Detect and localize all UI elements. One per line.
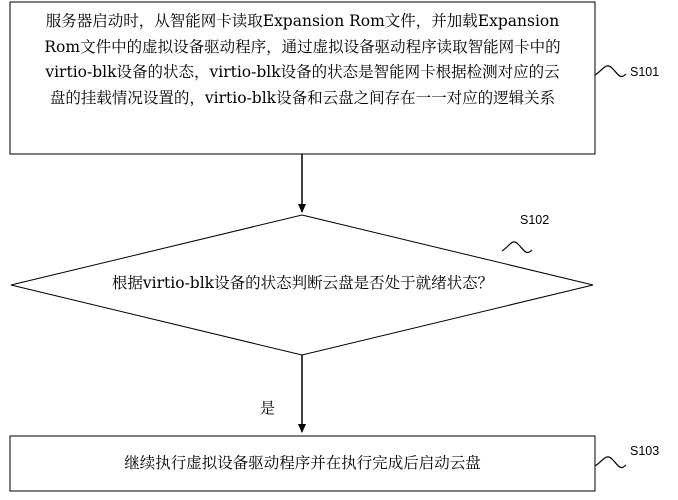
s102-callout-line [502, 242, 532, 253]
s103-step-label: S103 [630, 444, 660, 458]
s102-step-label: S102 [520, 213, 550, 227]
s103-callout-line [595, 457, 626, 468]
s102-step-text: 根据virtio-blk设备的状态判断云盘是否处于就绪状态？ [111, 274, 494, 292]
s101-callout-line [595, 66, 626, 77]
yes-branch-label: 是 [260, 399, 276, 417]
s103-step-text: 继续执行虚拟设备驱动程序并在执行完成后启动云盘 [124, 454, 481, 472]
s101-step-label: S101 [630, 65, 660, 79]
s101-step-text: 服务器启动时，从智能网卡读取Expansion Rom文件，并加载Expansion Rom文件中的虚拟设备驱动程序，通过虚拟设备驱动程序读取智能网卡中的virtio-blk设备的状态，virtio-blk设备的状态是智能网卡根据检测对应的云盘的挂载情况设置的，virtio-blk设备和云盘之间存在一一对应的逻辑关系 [44, 12, 561, 107]
